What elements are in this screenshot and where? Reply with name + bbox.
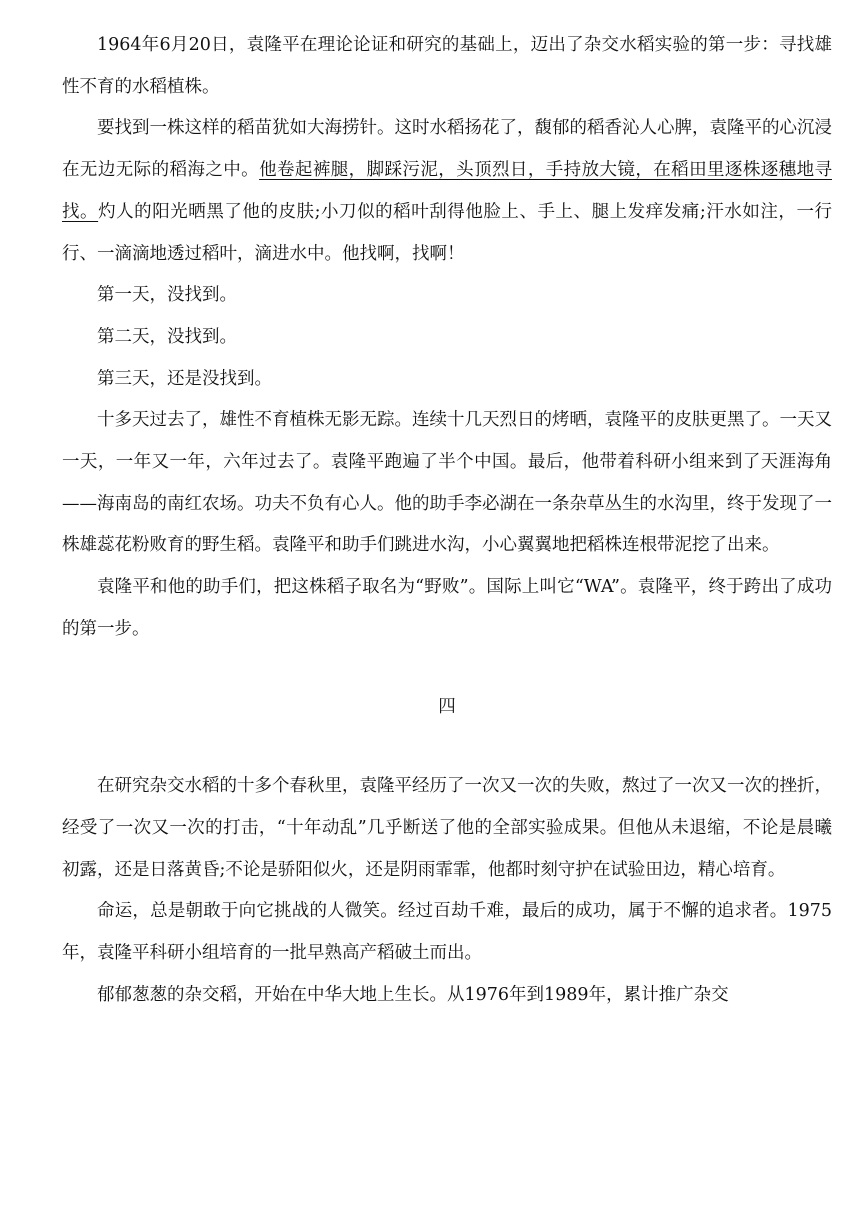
paragraph-searching: [62, 108, 832, 275]
section-heading: 四: [438, 696, 456, 717]
paragraph-success: 命运，总是朝敢于向它挑战的人微笑。经过百劫千难，最后的成功，属于不懈的追求者。1975年，袁隆平科研小组培育的一批早熟高产稻破土而出。: [62, 901, 832, 964]
paragraph-first-step: 1964年6月20日，袁隆平在理论论证和研究的基础上，迈出了杂交水稻实验的第一步：寻找雄性不育的水稻植株。: [62, 35, 832, 97]
underlined-sentence: 他卷起裤腿，脚踩污泥，头顶烈日，手持放大镜，在稻田里逐株逐穗地寻找。: [62, 160, 833, 222]
paragraph-searching-intro: 要找到一株这样的稻苗犹如大海捞针。这时水稻扬花了，馥郁的稻香沁人心脾，袁隆平的心沉浸在无边无际的稻海之中。: [62, 118, 832, 181]
paragraph-searching-rest: 灼人的阳光晒黑了他的皮肤;小刀似的稻叶刮得他脸上、手上、腿上发痒发痛;汗水如注，一行行、一滴滴地透过稻叶，滴进水中。他找啊，找啊！: [62, 201, 833, 264]
document-page: [62, 25, 832, 1016]
paragraph-day-one: 第一天，没找到。: [97, 285, 237, 306]
paragraph-day-three: 第三天，还是没找到。: [97, 368, 272, 389]
paragraph-day-two: 第二天，没找到。: [97, 326, 237, 347]
paragraph-discovery: 十多天过去了，雄性不育植株无影无踪。连续十几天烈日的烤晒，袁隆平的皮肤更黑了。一天又一天，一年又一年，六年过去了。袁隆平跑遍了半个中国。最后，他带着科研小组来到了天涯海角——海南岛的南红农场。功夫不负有心人。他的助手李必湖在一条杂草丛生的水沟里，终于发现了一株雄蕊花粉败育的野生稻。袁隆平和助手们跳进水沟，小心翼翼地把稻株连根带泥挖了出来。: [62, 410, 832, 556]
paragraph-promotion: 郁郁葱葱的杂交稻，开始在中华大地上生长。从1976年到1989年，累计推广杂交: [97, 984, 729, 1005]
paragraph-naming: 袁隆平和他的助手们，把这株稻子取名为“野败”。国际上叫它“WA”。袁隆平，终于跨出了成功的第一步。: [62, 577, 832, 639]
paragraph-perseverance: 在研究杂交水稻的十多个春秋里，袁隆平经历了一次又一次的失败，熬过了一次又一次的挫折，经受了一次又一次的打击，“十年动乱”几乎断送了他的全部实验成果。但他从未退缩，不论是晨曦初露，还是日落黄昏;不论是骄阳似火，还是阴雨霏霏，他都时刻守护在试验田边，精心培育。: [62, 776, 832, 880]
